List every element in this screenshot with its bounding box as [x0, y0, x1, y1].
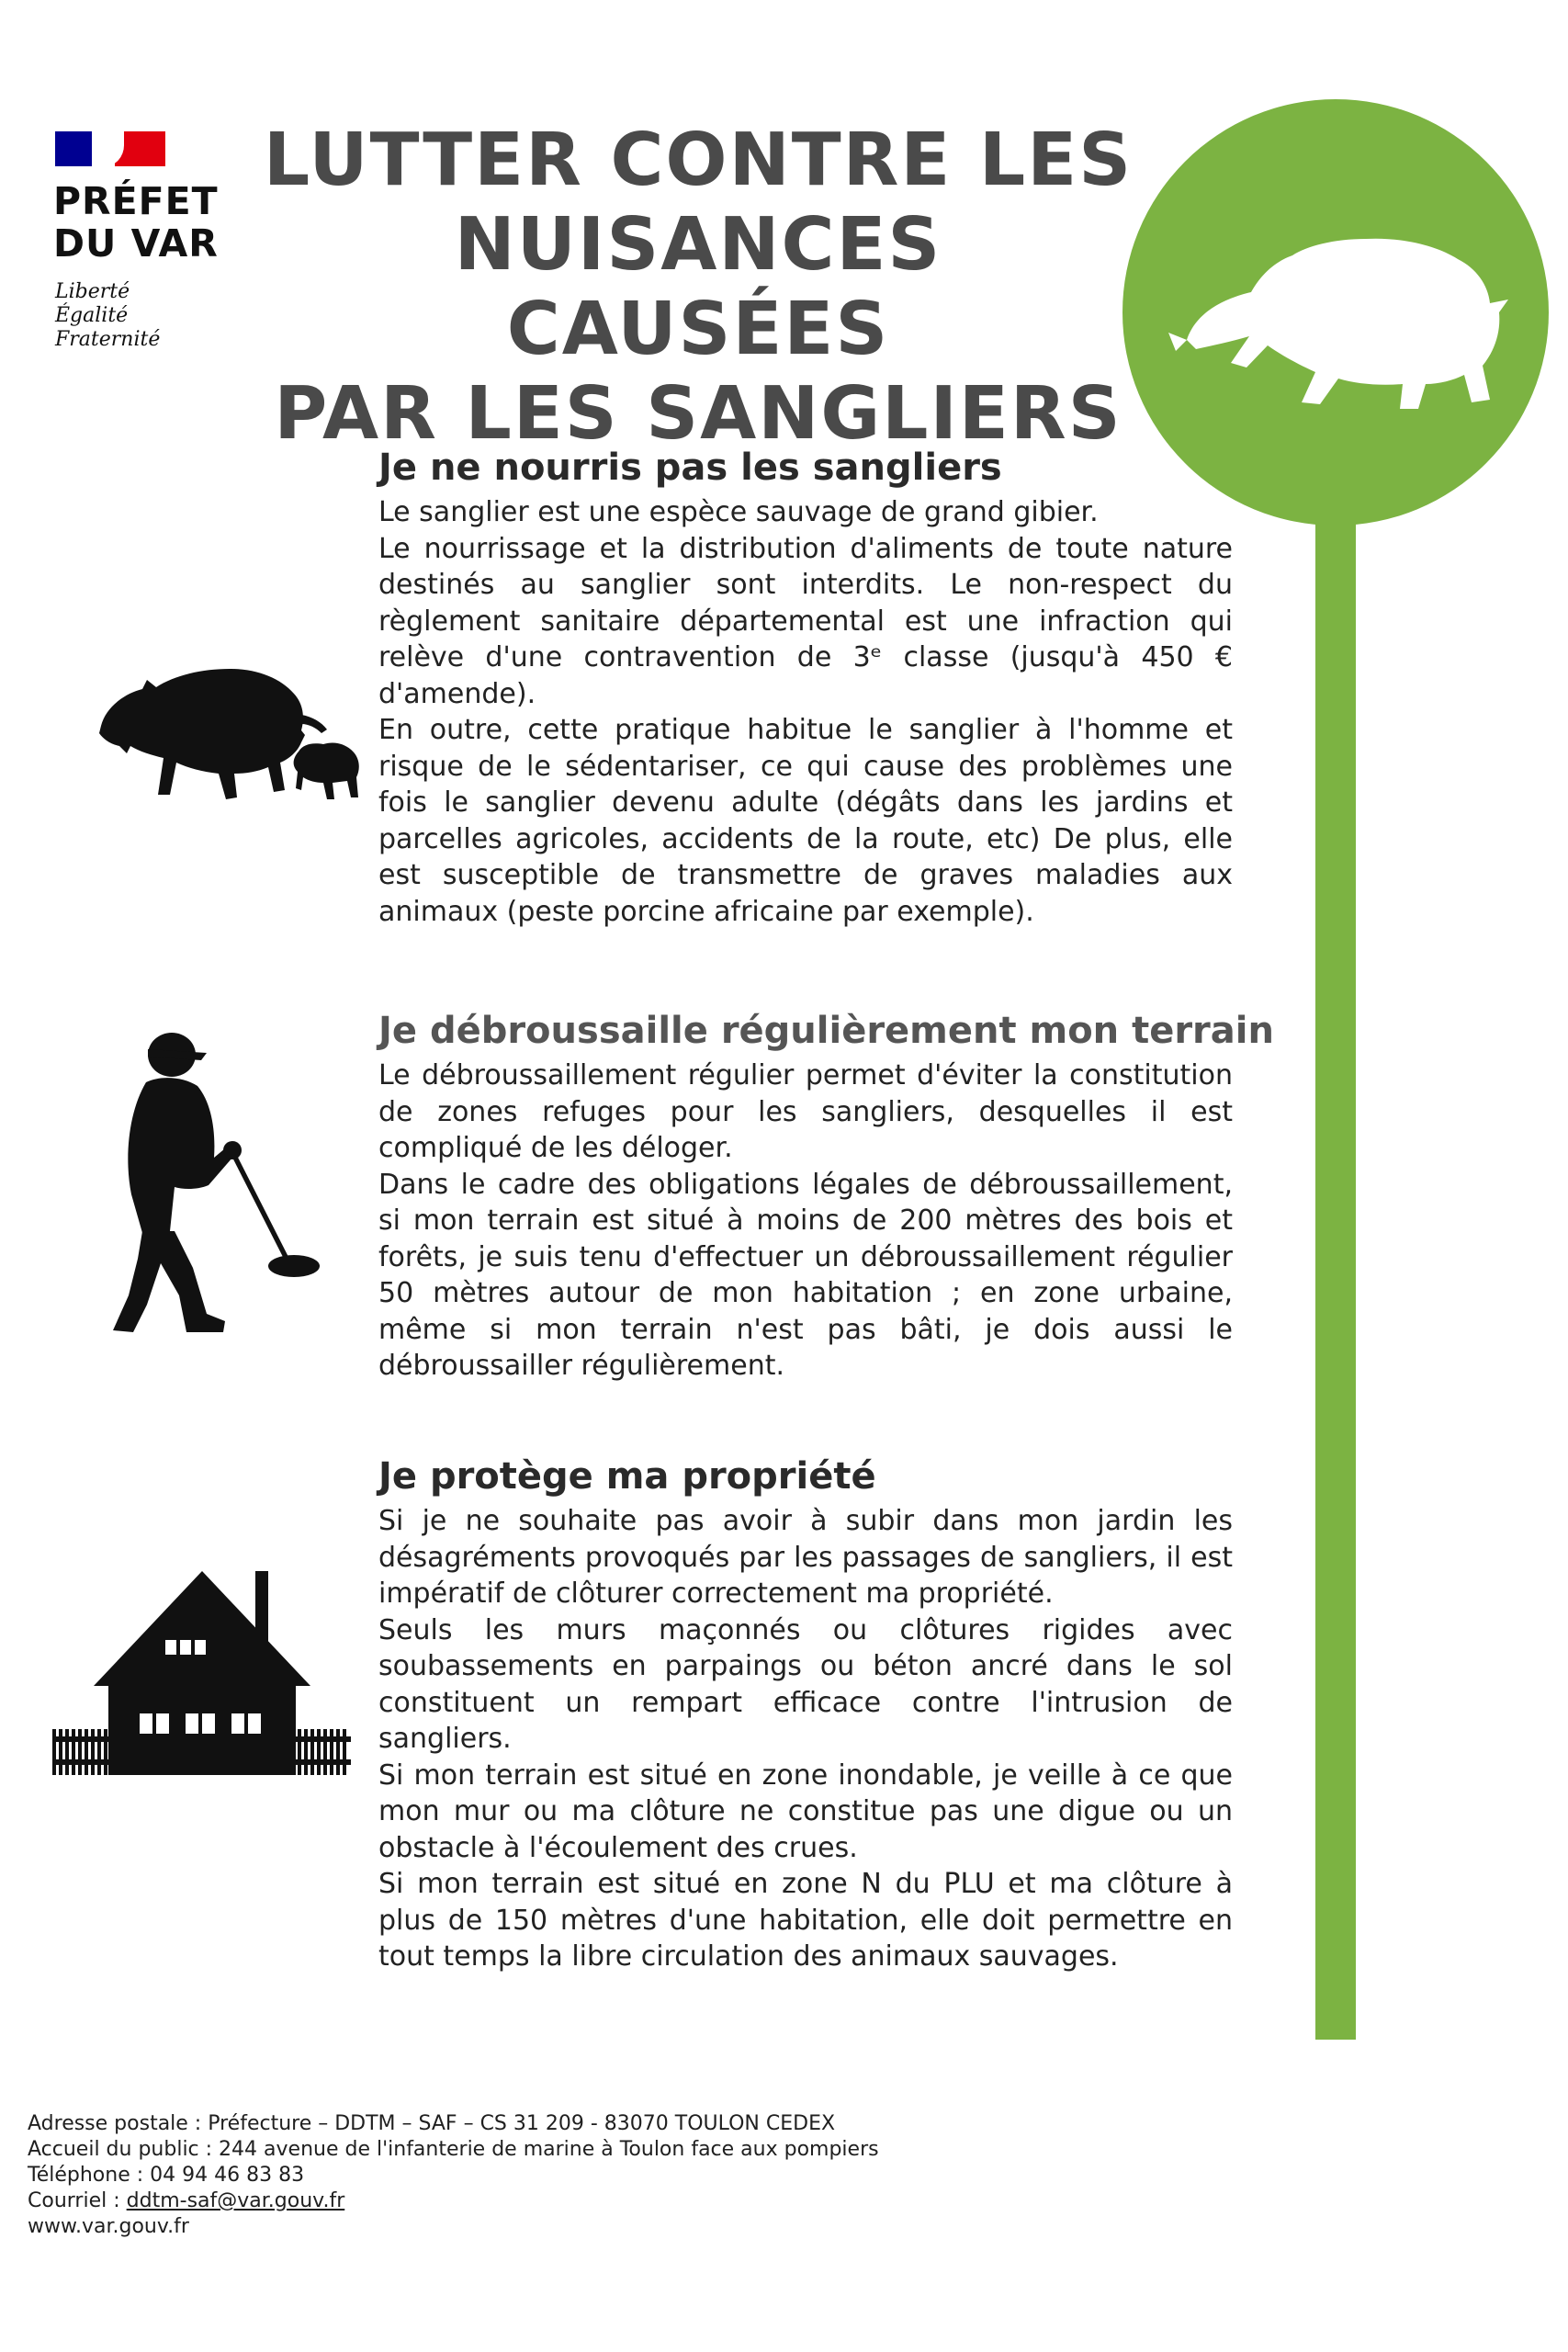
republic-motto	[55, 280, 160, 352]
motto-egalite: Égalité	[55, 304, 129, 327]
house-with-fence-icon	[48, 1562, 355, 1792]
page-title	[257, 118, 1139, 456]
section-heading: Je protège ma propriété	[378, 1455, 876, 1498]
section-paragraph: Si mon terrain est situé en zone inondable, je veille à ce que mon mur ou ma clôture ne constitue pas une digue ou un obstacle à l'écoulement des crues.	[378, 1758, 1233, 1864]
section-clearing	[378, 1008, 1274, 1385]
section-property	[378, 1453, 1233, 1975]
section-heading: Je débroussaille régulièrement mon terrain	[378, 1010, 1274, 1052]
section-paragraph: En outre, cette pratique habitue le sanglier à l'homme et risque de le sédentariser, ce qui cause des problèmes une fois le sanglier devenu adulte (dégâts dans les jardins et parcelles agricoles, accidents de la route, etc) De plus, elle est susceptible de transmettre de graves maladies aux animaux (peste porcine africaine par exemple).	[378, 714, 1233, 928]
section-feeding	[378, 445, 1233, 930]
footer-contact	[28, 2111, 879, 2240]
footer-accueil: Accueil du public : 244 avenue de l'infanterie de marine à Toulon face aux pompiers	[28, 2138, 879, 2161]
title-line3: PAR LES SANGLIERS	[274, 371, 1122, 456]
title-line2: NUISANCES CAUSÉES	[454, 202, 942, 371]
footer-courriel-label: Courriel :	[28, 2189, 127, 2212]
prefet-line1: PRÉFET	[53, 179, 219, 223]
motto-liberte: Liberté	[55, 280, 130, 303]
section-heading: Je ne nourris pas les sangliers	[378, 447, 1002, 489]
section-paragraph: Dans le cadre des obligations légales de débroussaillement, si mon terrain est situé à moins de 200 mètres des bois et forêts, je suis tenu d'effectuer un débroussaillement régulier 50 mètres autour de mon habitation ; en zone urbaine, même si mon terrain n'est pas bâti, je dois aussi le débroussailler régulièrement.	[378, 1168, 1233, 1382]
section-paragraph: Le débroussaillement régulier permet d'éviter la constitution de zones refuges pour les sangliers, desquelles il est compliqué de les déloger.	[378, 1059, 1233, 1164]
website-link[interactable]: www.var.gouv.fr	[28, 2215, 189, 2238]
footer-postal: Adresse postale : Préfecture – DDTM – SAF – CS 31 209 - 83070 TOULON CEDEX	[28, 2112, 836, 2135]
title-line1: LUTTER CONTRE LES	[263, 118, 1134, 202]
prefet-line2: DU VAR	[53, 221, 219, 266]
section-paragraph: Si mon terrain est situé en zone N du PLU et ma clôture à plus de 150 mètres d'une habitation, elle doit permettre en tout temps la libre circulation des animaux sauvages.	[378, 1868, 1233, 1973]
boar-and-piglet-icon	[92, 643, 367, 808]
footer-telephone: Téléphone : 04 94 46 83 83	[28, 2164, 305, 2187]
email-link[interactable]: ddtm-saf@var.gouv.fr	[126, 2189, 345, 2212]
section-paragraph: Le nourrissage et la distribution d'aliments de toute nature destinés au sanglier sont interdits. Le non-respect du règlement sanitaire départemental est une infraction qui relève d'une contravention de 3ᵉ classe (jusqu'à 450 € d'amende).	[378, 532, 1233, 710]
sign-pole	[1315, 441, 1356, 2040]
footer-courriel	[28, 2188, 879, 2214]
motto-fraternite: Fraternité	[55, 328, 161, 351]
section-paragraph: Le sanglier est une espèce sauvage de grand gibier.	[378, 496, 1099, 528]
section-paragraph: Si je ne souhaite pas avoir à subir dans mon jardin les désagréments provoqués par les passages de sangliers, il est impératif de clôturer correctement ma propriété.	[378, 1505, 1233, 1610]
prefet-logo-text	[53, 180, 219, 265]
section-paragraph: Seuls les murs maçonnés ou clôtures rigides avec soubassements en parpaings ou béton ancré dans le sol constituent un rempart efficace contre l'intrusion de sangliers.	[378, 1613, 1233, 1755]
man-with-brushcutter-icon	[106, 1029, 326, 1341]
